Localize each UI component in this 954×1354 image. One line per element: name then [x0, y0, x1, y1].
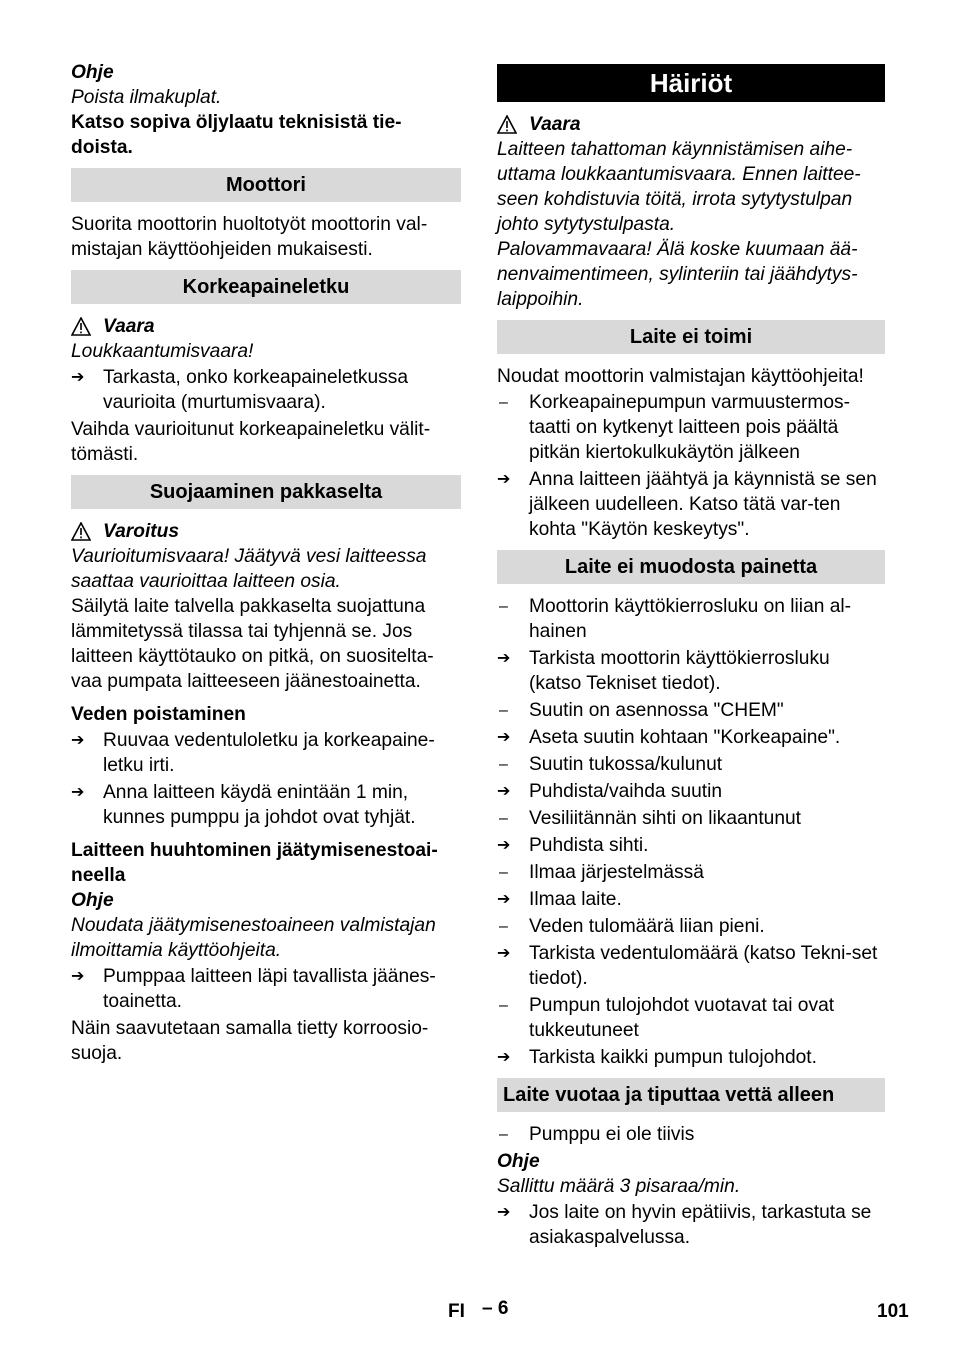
dash-marker: – — [499, 598, 508, 615]
section-engine: Moottori — [71, 168, 461, 202]
section-frost: Suojaaminen pakkaselta — [71, 475, 461, 509]
frost-text: Säilytä laite talvella pakkaselta suojattuna lämmitetyssä tilassa tai tyhjennä se. Jos laitteen käyttötauko on pitkä, on suositelta-vaa pumpata laitteeseen jäänestoainetta. — [71, 596, 434, 692]
warning-icon — [71, 522, 91, 541]
arrow-icon: ➔ — [497, 945, 511, 962]
cause-text: Moottorin käyttökierrosluku on liian al-hainen — [529, 596, 852, 642]
arrow-icon: ➔ — [497, 1204, 511, 1221]
arrow-icon: ➔ — [497, 1049, 511, 1066]
step-text: Puhdista sihti. — [529, 835, 649, 856]
instruction-step — [71, 728, 461, 778]
warning-icon — [71, 317, 91, 336]
cause-text: Veden tulomäärä liian pieni. — [529, 916, 765, 937]
cause-text: Pumpun tulojohdot vuotavat tai ovat tukkeutuneet — [529, 995, 835, 1041]
step-text: Jos laite on hyvin epätiivis, tarkastuta se asiakaspalvelussa. — [529, 1202, 872, 1248]
arrow-icon: ➔ — [497, 650, 511, 667]
not-working-intro: Noudat moottorin valmistajan käyttöohjeita! — [497, 366, 864, 387]
instruction-step — [71, 365, 461, 415]
cause-item — [497, 993, 885, 1043]
cause-item — [497, 1122, 885, 1147]
arrow-icon: ➔ — [497, 891, 511, 908]
arrow-icon: ➔ — [71, 784, 85, 801]
note-label: Ohje — [497, 1151, 540, 1172]
chapter-title: Häiriöt — [497, 64, 885, 102]
warning-label: Varoitus — [103, 521, 180, 542]
step-text: Pumppaa laitteen läpi tavallista jäänes-toainetta. — [103, 966, 436, 1012]
cause-item — [497, 594, 885, 644]
cause-item — [497, 914, 885, 939]
warning-label: Vaara — [103, 316, 155, 337]
instruction-step — [497, 646, 885, 696]
warning-text: Palovammavaara! Älä koske kuumaan ää-nenvaimentimeen, sylinteriin tai jäähdytys-laippoihin. — [497, 239, 858, 310]
note-text: Noudata jäätymisenestoaineen valmistajan ilmoittamia käyttöohjeita. — [71, 915, 436, 961]
right-column — [497, 60, 885, 1252]
dash-marker: – — [499, 756, 508, 773]
arrow-icon: ➔ — [497, 837, 511, 854]
cause-text: Pumppu ei ole tiivis — [529, 1124, 695, 1145]
instruction-step — [497, 467, 885, 542]
cause-item — [497, 860, 885, 885]
section-hose: Korkeapaineletku — [71, 270, 461, 304]
instruction-step — [497, 1045, 885, 1070]
oil-hint: Katso sopiva öljylaatu teknisistä tie-doista. — [71, 112, 402, 158]
instruction-step — [497, 833, 885, 858]
no-pressure-list — [497, 594, 885, 1070]
note-label: Ohje — [71, 890, 114, 911]
note-label: Ohje — [71, 62, 114, 83]
drain-heading: Veden poistaminen — [71, 704, 246, 725]
warning-label: Vaara — [529, 114, 581, 135]
arrow-icon: ➔ — [497, 471, 511, 488]
arrow-icon: ➔ — [71, 968, 85, 985]
instruction-step — [71, 780, 461, 830]
instruction-step — [497, 725, 885, 750]
hose-text: Vaihda vaurioitunut korkeapaineletku välit-tömästi. — [71, 419, 431, 465]
dash-marker: – — [499, 702, 508, 719]
frost-warning-text: Vaurioitumisvaara! Jäätyvä vesi laitteessa saattaa vaurioittaa laitteen osia. — [71, 546, 427, 592]
arrow-icon: ➔ — [497, 783, 511, 800]
footer-page-number: 101 — [877, 1301, 909, 1322]
footer-page-code: – 6 — [482, 1298, 509, 1319]
cause-item — [497, 752, 885, 777]
cause-item — [497, 806, 885, 831]
engine-text: Suorita moottorin huoltotyöt moottorin val-mistajan käyttöohjeiden mukaisesti. — [71, 214, 428, 260]
dash-marker: – — [499, 1126, 508, 1143]
step-text: Tarkista kaikki pumpun tulojohdot. — [529, 1047, 817, 1068]
step-text: Tarkasta, onko korkeapaineletkussa vaurioita (murtumisvaara). — [103, 367, 409, 413]
instruction-step — [497, 941, 885, 991]
arrow-icon: ➔ — [71, 369, 85, 386]
hose-warning-text: Loukkaantumisvaara! — [71, 341, 254, 362]
section-no-pressure: Laite ei muodosta painetta — [497, 550, 885, 584]
step-text: Ilmaa laite. — [529, 889, 622, 910]
arrow-icon: ➔ — [497, 729, 511, 746]
step-text: Ruuvaa vedentuloletku ja korkeapaine-letku irti. — [103, 730, 435, 776]
hose-warning — [71, 314, 461, 339]
cause-text: Korkeapainepumpun varmuustermos-taatti on kytkenyt laitteen pois päältä pitkän kiertokulkukäytön jälkeen — [529, 392, 851, 463]
warning-text: Laitteen tahattoman käynnistämisen aihe-uttama loukkaantumisvaara. Ennen laittee-seen kohdistuvia töitä, irrota sytytystulpan johto sytytystulpasta. — [497, 139, 861, 235]
dash-marker: – — [499, 810, 508, 827]
cause-text: Ilmaa järjestelmässä — [529, 862, 704, 883]
section-leak: Laite vuotaa ja tiputtaa vettä alleen — [497, 1078, 885, 1112]
note-text: Poista ilmakuplat. — [71, 87, 222, 108]
cause-text: Vesiliitännän sihti on likaantunut — [529, 808, 802, 829]
footer-language: FI — [448, 1301, 465, 1322]
left-column — [71, 60, 461, 1066]
step-text: Tarkista moottorin käyttökierrosluku (katso Tekniset tiedot). — [529, 648, 830, 694]
cause-item — [497, 698, 885, 723]
instruction-step — [497, 779, 885, 804]
step-text: Anna laitteen käydä enintään 1 min, kunnes pumppu ja johdot ovat tyhjät. — [103, 782, 416, 828]
warning-icon — [497, 115, 517, 134]
instruction-step — [497, 1200, 885, 1250]
note-text: Sallittu määrä 3 pisaraa/min. — [497, 1176, 741, 1197]
step-text: Aseta suutin kohtaan "Korkeapaine". — [529, 727, 841, 748]
step-text: Tarkista vedentulomäärä (katso Tekni-set tiedot). — [529, 943, 878, 989]
cause-text: Suutin tukossa/kulunut — [529, 754, 723, 775]
instruction-step — [497, 887, 885, 912]
frost-warning — [71, 519, 461, 544]
flush-heading: Laitteen huuhtominen jäätymisenestoai-neella — [71, 840, 438, 886]
cause-text: Suutin on asennossa "CHEM" — [529, 700, 784, 721]
danger-warning — [497, 112, 885, 137]
cause-item — [497, 390, 885, 465]
dash-marker: – — [499, 864, 508, 881]
step-text: Puhdista/vaihda suutin — [529, 781, 723, 802]
flush-text: Näin saavutetaan samalla tietty korroosio-suoja. — [71, 1018, 429, 1064]
instruction-step — [71, 964, 461, 1014]
step-text: Anna laitteen jäähtyä ja käynnistä se sen jälkeen uudelleen. Katso tätä var-ten kohta "Käytön keskeytys". — [529, 469, 877, 540]
arrow-icon: ➔ — [71, 732, 85, 749]
dash-marker: – — [499, 918, 508, 935]
section-not-working: Laite ei toimi — [497, 320, 885, 354]
dash-marker: – — [499, 997, 508, 1014]
dash-marker: – — [499, 394, 508, 411]
